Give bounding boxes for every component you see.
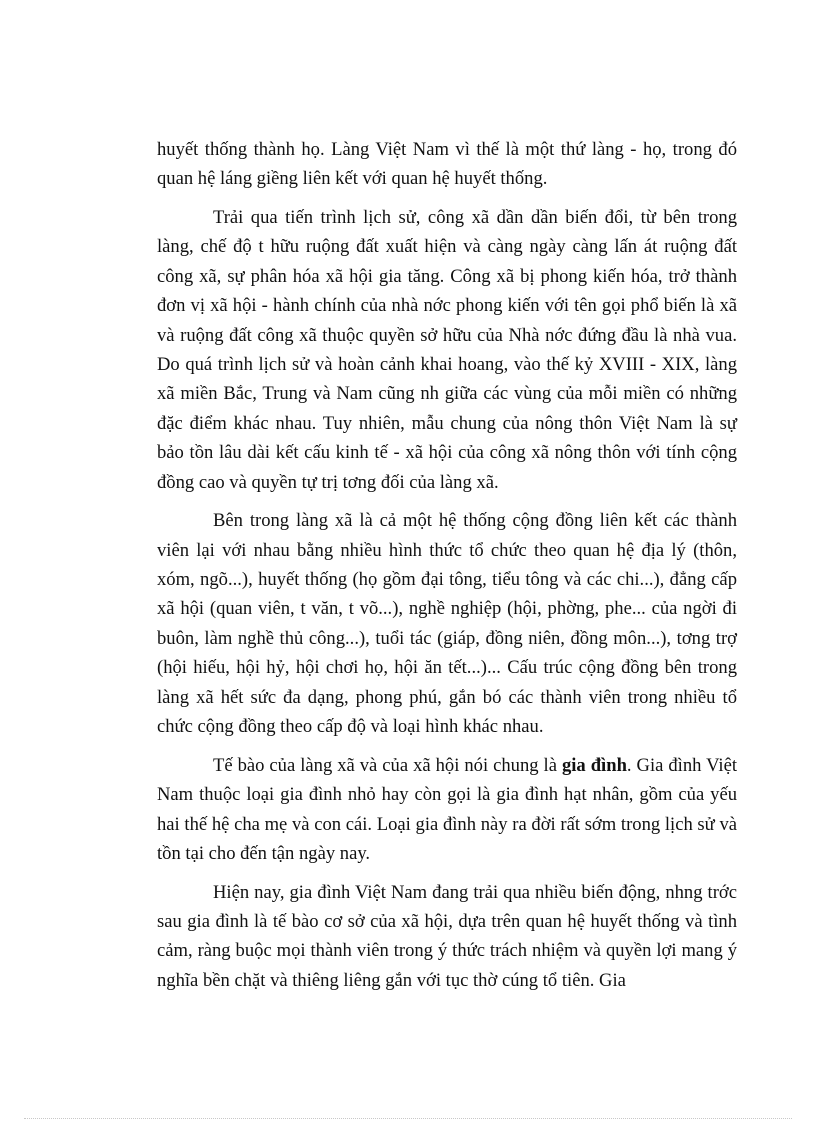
footer-dotted-rule bbox=[24, 1118, 792, 1119]
paragraph-2: Trải qua tiến trình lịch sử, công xã dần dần biến đổi, từ bên trong làng, chế độ t hữu ruộng đất xuất hiện và càng ngày càng lấn át ruộng đất công xã, sự phân hóa xã hội gia tăng. Công xã bị phong kiến hóa, trở thành đơn vị xã hội - hành chính của nhà nớc phong kiến với tên gọi phổ biến là xã và ruộng đất công xã thuộc quyền sở hữu của Nhà nớc đứng đầu là nhà vua. Do quá trình lịch sử và hoàn cảnh khai hoang, vào thế kỷ XVIII - XIX, làng xã miền Bắc, Trung và Nam cũng nh giữa các vùng của mỗi miền có những đặc điểm khác nhau. Tuy nhiên, mẫu chung của nông thôn Việt Nam là sự bảo tồn lâu dài kết cấu kinh tế - xã hội của công xã nông thôn với tính cộng đồng cao và quyền tự trị tơng đối của làng xã. bbox=[157, 207, 737, 493]
body-text bbox=[157, 135, 737, 1004]
paragraph-5: Hiện nay, gia đình Việt Nam đang trải qua nhiều biến động, nhng trớc sau gia đình là tế bào cơ sở của xã hội, dựa trên quan hệ huyết thống và tình cảm, ràng buộc mọi thành viên trong ý thức trách nhiệm và quyền lợi mang ý nghĩa bền chặt và thiêng liêng gắn với tục thờ cúng tổ tiên. Gia bbox=[157, 881, 737, 991]
paragraph-3: Bên trong làng xã là cả một hệ thống cộng đồng liên kết các thành viên lại với nhau bằng nhiều hình thức tổ chức theo quan hệ địa lý (thôn, xóm, ngõ...), huyết thống (họ gồm đại tông, tiểu tông và các chi...), đẳng cấp xã hội (quan viên, t văn, t võ...), nghề nghiệp (hội, phờng, phe... của ngời đi buôn, làm nghề thủ công...), tuổi tác (giáp, đồng niên, đồng môn...), tơng trợ (hội hiếu, hội hỷ, hội chơi họ, hội ăn tết...)... Cấu trúc cộng đồng bên trong làng xã hết sức đa dạng, phong phú, gắn bó các thành viên trong nhiều tổ chức cộng đồng theo cấp độ và loại hình khác nhau. bbox=[157, 510, 737, 738]
paragraph-4 bbox=[157, 751, 737, 869]
paragraph-4-bold-term: gia đình bbox=[561, 754, 627, 776]
paragraph-1: huyết thống thành họ. Làng Việt Nam vì thế là một thứ làng - họ, trong đó quan hệ láng giềng liên kết với quan hệ huyết thống. bbox=[157, 139, 737, 190]
paragraph-4-lead: Tế bào của làng xã và của xã hội nói chung là bbox=[213, 754, 562, 776]
paragraph-4-rest: . Gia đình Việt Nam thuộc loại gia đình nhỏ hay còn gọi là gia đình hạt nhân, gồm của yếu hai thế hệ cha mẹ và con cái. Loại gia đình này ra đời rất sớm trong lịch sử và tồn tại cho đến tận ngày nay. bbox=[157, 754, 737, 864]
